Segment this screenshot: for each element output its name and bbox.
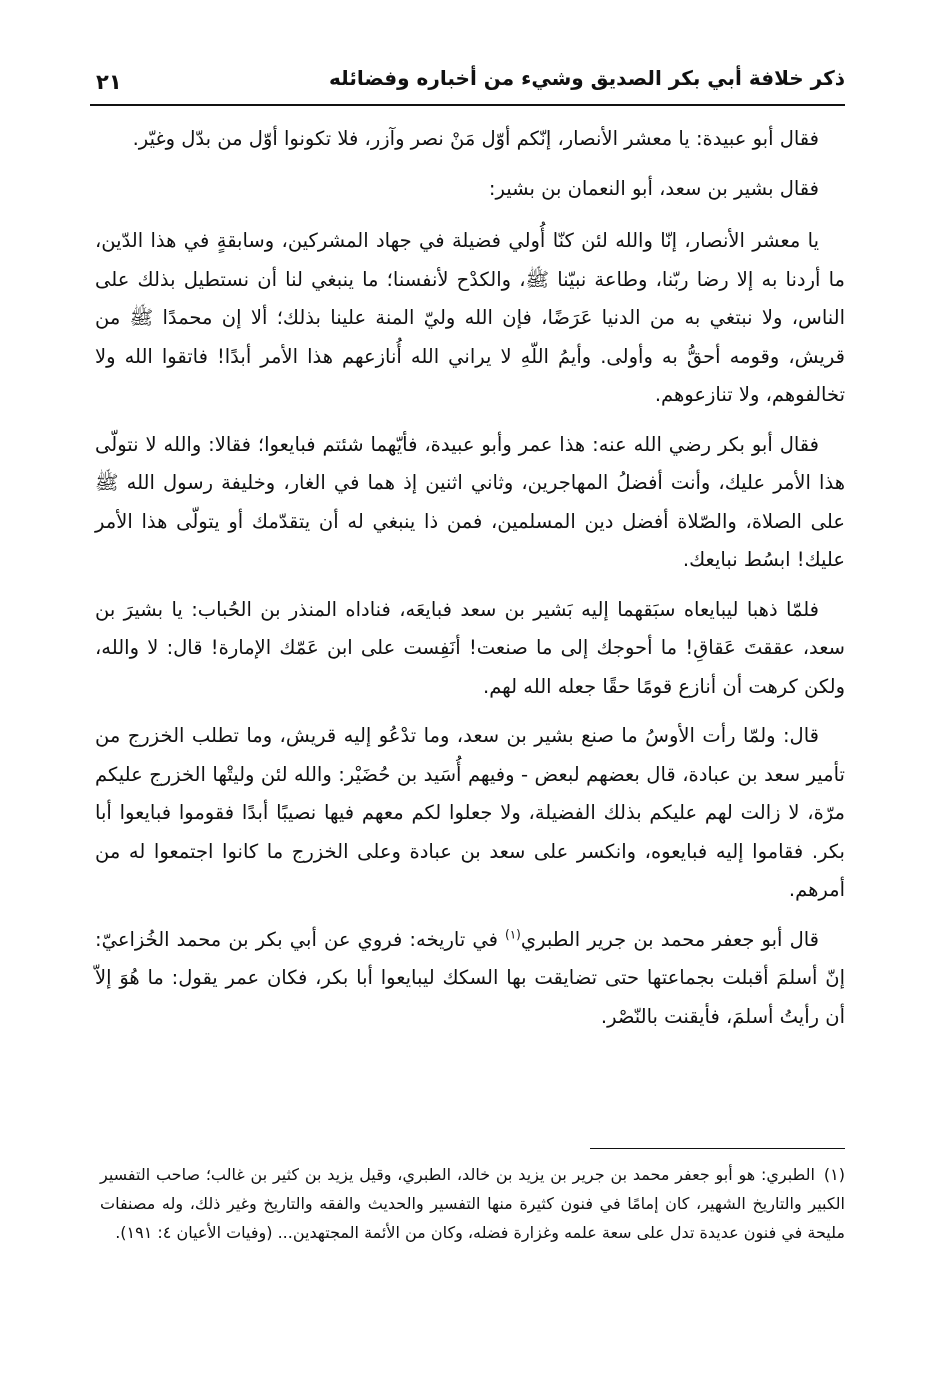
paragraph-abu-ubaida: فقال أبو عبيدة: يا معشر الأنصار، إنّكم أوّل مَنْ نصر وآزر، فلا تكونوا أوّل من بدّل وغيّر. [132, 127, 819, 150]
tabari-rest: في تاريخه: فروي عن أبي بكر بن محمد الخُزاعيّ: إنّ أسلمَ أقبلت بجماعتها حتى تضايقت بها السكك ليبايعوا أبا بكر، فكان عمر يقول: ما هُوَ إلاّ أن رأيتُ أسلمَ، فأيقنت بالنّصْر. [95, 927, 845, 1028]
running-header [90, 58, 845, 106]
paragraph-aws: قال: ولمّا رأت الأوسُ ما صنع بشير بن سعد، وما تدْعُو إليه قريش، وما تطلب الخزرج من تأمير سعد بن عبادة، قال بعضهم لبعض - وفيهم أُسَيد بن حُضَيْر: والله لئن وليتْها الخزرج عليكم مرّة، لا زالت لهم عليكم بذلك الفضيلة، ولا جعلوا لكم معهم فيها نصيبًا أبدًا فقوموا فبايعوا أبا بكر. فقاموا إليه فبايعوه، وانكسر على سعد بن عبادة وعلى الخزرج ما كانوا اجتمعوا له من أمرهم. [95, 724, 845, 901]
tabari-lead: قال أبو جعفر محمد بن جرير الطبري [520, 927, 819, 951]
footnote-divider [590, 1148, 845, 1149]
paragraph-bashir-intro: فقال بشير بن سعد، أبو النعمان بن بشير: [488, 176, 819, 200]
paragraph-tabari [95, 921, 845, 1037]
main-text [95, 120, 845, 1047]
running-title: ذكر خلافة أبي بكر الصديق وشيء من أخباره وفضائله [329, 66, 845, 90]
paragraph-abu-bakr: فقال أبو بكر رضي الله عنه: هذا عمر وأبو عبيدة، فأيّهما شئتم فبايعوا؛ فقالا: والله لا نتولّى هذا الأمر عليك، وأنت أفضلُ المهاجرين، وثاني اثنين إذ هما في الغار، وخليفة رسول الله ﷺ على الصلاة، والصّلاة أفضل دين المسلمين، فمن ذا ينبغي له أن يتقدّمك أو يتولّى هذا الأمر عليك! ابسُط نبايعك. [95, 432, 845, 571]
footnote [100, 1160, 845, 1247]
paragraph-bashir-speech: يا معشر الأنصار، إنّا والله لئن كنّا أُولي فضيلة في جهاد المشركين، وسابقةٍ في هذا الدّين، ما أردنا به إلا رضا ربّنا، وطاعة نبيّنا ﷺ، والكدْح لأنفسنا؛ ما ينبغي لنا أن نستطيل بذلك على الناس، ولا نبتغي به من الدنيا عَرَضًا، فإن الله وليّ المنة علينا بذلك؛ ألا إن محمدًا ﷺ من قريش، وقومه أحقُّ به وأولى. وأيمُ اللّهِ لا يراني الله أُنازعهم هذا الأمر أبدًا! فاتقوا الله ولا تخالفوهم، ولا تنازعوهم. [95, 229, 845, 406]
page-number: ٢١ [96, 70, 122, 94]
footnote-text: الطبري: هو أبو جعفر محمد بن جرير بن يزيد بن خالد، الطبري، وقيل يزيد بن كثير بن غالب؛ صاحب التفسير الكبير والتاريخ الشهير، كان إمامًا في فنون كثيرة منها التفسير والحديث والفقه والتاريخ وغير ذلك، وله مصنفات مليحة في فنون عديدة تدل على سعة علمه وغزارة فضله، وكان من الأئمة المجتهدين... (وفيات الأعيان ٤: ١٩١). [100, 1165, 845, 1242]
footnote-reference[interactable]: (١) [505, 927, 521, 941]
paragraph-bayah: فلمّا ذهبا ليبايعاه سبَقهما إليه بَشير بن سعد فبايعَه، فناداه المنذر بن الحُباب: يا بشيرَ بن سعد، عققتَ عَقاقِ! ما أحوجك إلى ما صنعت! أنَفِست على ابن عَمّك الإمارة! قال: لا والله، ولكن كرهت أن أنازع قومًا حقًا جعله الله لهم. [95, 597, 845, 698]
footnote-mark: (١) [823, 1165, 845, 1184]
